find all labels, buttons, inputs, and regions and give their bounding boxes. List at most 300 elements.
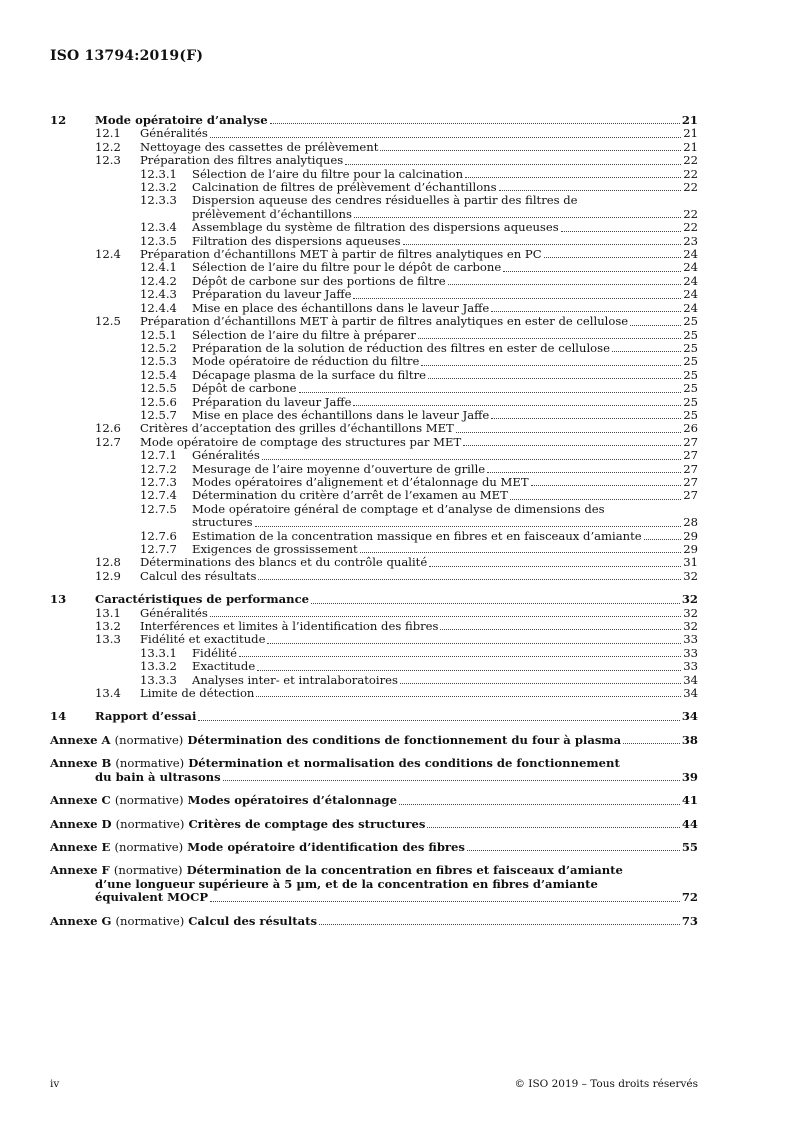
toc-entry-page: 34 (683, 686, 698, 701)
toc-entry-title-text: Filtration des dispersions aqueuses (192, 233, 401, 248)
toc-entry-title-text: Sélection de l’aire du filtre pour la calcination (192, 166, 464, 181)
toc-entry[interactable] (50, 275, 698, 288)
toc-entry[interactable] (50, 463, 698, 476)
toc-entry-title-text: Décapage plasma de la surface du filtre (192, 367, 426, 382)
toc-entry[interactable] (50, 503, 698, 516)
toc-entry-title (140, 620, 683, 633)
toc-entry-title (140, 248, 683, 261)
annex-normative: (normative) (114, 839, 184, 854)
toc-entry-number: 12.4.4 (140, 300, 177, 315)
annex-title-line: Critères de comptage des structures (188, 816, 426, 831)
toc-entry-title-text: Rapport d’essai (95, 709, 197, 724)
toc-entry-title-text: Nettoyage des cassettes de prélèvement (140, 139, 379, 154)
toc-entry-page: 22 (683, 220, 698, 235)
toc-entry-page: 21 (683, 126, 698, 141)
dot-leader (456, 432, 681, 433)
toc-entry-title (192, 530, 683, 543)
annex-entry-title (50, 818, 682, 831)
annex-label: Annexe B (50, 756, 112, 771)
toc-entry[interactable] (50, 127, 698, 140)
dot-leader (262, 459, 681, 460)
toc-entry-number: 12.3.1 (140, 166, 177, 181)
toc-entry-title (140, 127, 683, 140)
toc-entry-title-text: Généralités (140, 605, 208, 620)
toc-entry-page: 27 (683, 448, 698, 463)
annex-title-line: Calcul des résultats (188, 913, 318, 928)
toc-entry[interactable] (50, 633, 698, 646)
toc-entry-number: 13 (50, 592, 67, 607)
toc-entry[interactable] (50, 449, 698, 462)
toc-entry-title-text: Modes opératoires d’alignement et d’étalonnage du MET (192, 474, 529, 489)
toc-entry-title (140, 633, 683, 646)
annex-label: Annexe D (50, 816, 112, 831)
toc-entry-title-text: Exactitude (192, 659, 256, 674)
toc-entry-number: 12.9 (95, 568, 121, 583)
toc-entry[interactable] (50, 674, 698, 687)
toc-entry-number: 13.3.1 (140, 645, 177, 660)
dot-leader (267, 643, 681, 644)
annex-entry-title (50, 864, 698, 877)
dot-leader (487, 472, 681, 473)
toc-entry-number: 12.5.2 (140, 340, 177, 355)
toc-entry[interactable] (50, 489, 698, 502)
toc-entry[interactable] (50, 436, 698, 449)
toc-entry-title-text: Calcination de filtres de prélèvement d’échantillons (192, 180, 497, 195)
toc-entry-title (192, 674, 683, 687)
toc-entry-page: 21 (683, 139, 698, 154)
annex-entry-title (50, 891, 682, 904)
dot-leader (270, 123, 680, 124)
toc-entry-title-text: Fidélité (192, 645, 237, 660)
toc-entry[interactable] (50, 181, 698, 194)
toc-entry-page: 32 (683, 568, 698, 583)
toc-entry-title-text: Mode opératoire de réduction du filtre (192, 354, 420, 369)
toc-entry-page: 22 (683, 153, 698, 168)
annex-entry-title-text (50, 794, 397, 807)
dot-leader (210, 137, 681, 138)
toc-entry-page: 33 (683, 632, 698, 647)
table-of-contents (50, 114, 698, 928)
toc-entry-number: 12.4.2 (140, 273, 177, 288)
toc-entry-title-text: Préparation du laveur Jaffe (192, 287, 352, 302)
toc-entry-title (140, 141, 683, 154)
toc-entry-title-text: Mesurage de l’aire moyenne d’ouverture de grille (192, 461, 486, 476)
dot-leader (223, 780, 680, 781)
toc-entry-title-text: Préparation du laveur Jaffe (192, 394, 352, 409)
dot-leader (210, 901, 680, 902)
toc-entry-number: 12.5.5 (140, 381, 177, 396)
annex-entry-title (50, 915, 682, 928)
dot-leader (403, 244, 682, 245)
toc-entry-title (192, 221, 683, 234)
toc-entry-title (140, 687, 683, 700)
toc-entry-number: 13.2 (95, 619, 121, 634)
annex-entry[interactable] (50, 915, 698, 928)
toc-entry-page: 32 (683, 619, 698, 634)
annex-entry-title (50, 878, 698, 891)
toc-entry-title-text: Caractéristiques de performance (95, 592, 310, 607)
annex-entry[interactable] (50, 757, 698, 770)
toc-entry-title (140, 556, 683, 569)
annex-entry-continuation[interactable] (50, 878, 698, 891)
toc-entry-title (192, 275, 683, 288)
annex-entry[interactable] (50, 841, 698, 854)
dot-leader (630, 325, 681, 326)
toc-entry-page: 29 (683, 528, 698, 543)
toc-entry-title (192, 369, 683, 382)
toc-entry-title (192, 516, 683, 529)
dot-leader (429, 566, 681, 567)
annex-normative: (normative) (114, 793, 184, 808)
toc-entry-number: 13.4 (95, 686, 121, 701)
toc-entry[interactable] (50, 194, 698, 207)
toc-entry[interactable] (50, 342, 698, 355)
toc-entry-title (192, 503, 698, 516)
toc-entry[interactable] (50, 141, 698, 154)
toc-entry-number: 12.7.7 (140, 542, 177, 556)
toc-entry[interactable] (50, 556, 698, 569)
dot-leader (319, 924, 680, 925)
toc-entry-number: 12.4.1 (140, 260, 177, 275)
annex-entry-title (50, 841, 682, 854)
toc-entry-number: 13.3 (95, 632, 121, 647)
toc-entry-number: 12.5.4 (140, 367, 177, 382)
toc-entry-title (192, 449, 683, 462)
dot-leader (491, 311, 681, 312)
toc-entry-number: 13.3.2 (140, 659, 177, 674)
dot-leader (491, 418, 681, 419)
toc-entry-title-text: Critères d’acceptation des grilles d’échantillons MET (140, 421, 454, 436)
dot-leader (353, 405, 681, 406)
dot-leader (418, 338, 681, 339)
toc-entry-page: 25 (683, 354, 698, 369)
toc-entry-title-text: Mode opératoire général de comptage et d’analyse de dimensions des (192, 501, 605, 516)
toc-entry-page: 27 (683, 461, 698, 476)
toc-entry-title-text: Sélection de l’aire du filtre à préparer (192, 327, 416, 342)
toc-entry-title (192, 302, 683, 315)
dot-leader (503, 271, 681, 272)
toc-entry-number: 12.4.3 (140, 287, 177, 302)
toc-entry-page: 27 (683, 474, 698, 489)
toc-entry-number: 12.5.6 (140, 394, 177, 409)
annex-entry-title-text (50, 757, 620, 770)
toc-entry-title (95, 593, 682, 606)
toc-entry-number: 12.7.3 (140, 474, 177, 489)
toc-entry-page: 33 (683, 659, 698, 674)
toc-entry-page: 25 (683, 340, 698, 355)
toc-entry[interactable] (50, 422, 698, 435)
toc-entry-title (192, 355, 683, 368)
annex-title-line: Mode opératoire d’identification des fibres (187, 839, 465, 854)
toc-entry-page: 22 (683, 206, 698, 221)
toc-entry-page: 24 (683, 247, 698, 262)
toc-entry-page: 27 (683, 488, 698, 503)
toc-entry-title (140, 607, 683, 620)
toc-entry-title (192, 489, 683, 502)
toc-entry-number: 12.4 (95, 247, 121, 262)
toc-entry-title-text: Calcul des résultats (140, 568, 257, 583)
toc-entry-title (192, 342, 683, 355)
annex-entry-title-text (50, 915, 317, 928)
toc-entry[interactable] (50, 288, 698, 301)
toc-entry-title (192, 463, 683, 476)
annex-entry[interactable] (50, 818, 698, 831)
toc-entry-title-text: Interférences et limites à l’identification des fibres (140, 619, 439, 634)
toc-entry[interactable] (50, 396, 698, 409)
annex-title-line: du bain à ultrasons (95, 769, 221, 784)
toc-entry-title (192, 476, 683, 489)
toc-entry-page: 34 (683, 672, 698, 687)
toc-entry-number: 12.5.1 (140, 327, 177, 342)
dot-leader (353, 298, 681, 299)
toc-entry[interactable] (50, 570, 698, 583)
toc-entry-page: 24 (683, 273, 698, 288)
toc-entry[interactable] (50, 114, 698, 127)
toc-entry[interactable] (50, 154, 698, 167)
annex-entry-title (50, 794, 682, 807)
annex-entry-title-text (50, 891, 208, 904)
toc-entry-title (140, 315, 683, 328)
toc-entry-title (192, 168, 683, 181)
toc-entry-page: 25 (683, 327, 698, 342)
dot-leader (499, 190, 682, 191)
toc-entry-number: 12 (50, 113, 67, 127)
dot-leader (257, 670, 681, 671)
toc-entry-title (192, 261, 683, 274)
annex-entry-title-text (50, 734, 621, 747)
dot-leader (544, 257, 682, 258)
annex-normative: (normative) (114, 732, 184, 747)
toc-entry-number: 12.3.3 (140, 193, 177, 208)
annex-entry-title-text (50, 818, 425, 831)
toc-entry-title-text: Préparation d’échantillons MET à partir de filtres analytiques en PC (140, 247, 542, 262)
toc-entry-number: 12.7.4 (140, 488, 177, 503)
dot-leader (210, 616, 681, 617)
annex-entry-page: 55 (681, 839, 698, 854)
dot-leader (360, 552, 682, 553)
annex-entry-title (50, 734, 682, 747)
dot-leader (428, 378, 681, 379)
toc-entry[interactable] (50, 315, 698, 328)
dot-leader (510, 499, 681, 500)
toc-entry-title-text: Généralités (140, 126, 208, 141)
toc-entry-title (192, 543, 683, 556)
annex-entry-continuation[interactable] (50, 771, 698, 784)
toc-entry-title (192, 329, 683, 342)
toc-entry-title (192, 382, 683, 395)
toc-entry[interactable] (50, 329, 698, 342)
toc-entry-page: 31 (683, 555, 698, 570)
dot-leader (400, 683, 681, 684)
toc-entry-title (140, 436, 683, 449)
annex-entry-title (50, 757, 698, 770)
toc-entry-title (140, 154, 683, 167)
annex-entry-page: 73 (681, 913, 698, 928)
annex-entry-title (50, 771, 682, 784)
toc-entry[interactable] (50, 235, 698, 248)
dot-leader (421, 365, 681, 366)
toc-entry-page: 24 (683, 300, 698, 315)
toc-entry[interactable] (50, 660, 698, 673)
toc-entry[interactable] (50, 530, 698, 543)
toc-entry-number: 12.7 (95, 434, 121, 449)
toc-entry-title-text: Exigences de grossissement (192, 542, 358, 556)
toc-entry[interactable] (50, 710, 698, 723)
annex-title-line: Détermination des conditions de fonctionnement du four à plasma (187, 732, 622, 747)
toc-entry-title-text: prélèvement d’échantillons (192, 206, 352, 221)
toc-entry-title-text: Sélection de l’aire du filtre pour le dépôt de carbone (192, 260, 502, 275)
dot-leader (427, 827, 680, 828)
toc-entry-page: 34 (681, 709, 698, 724)
toc-entry-title-text: Préparation d’échantillons MET à partir de filtres analytiques en ester de cellulose (140, 314, 629, 329)
toc-entry[interactable] (50, 620, 698, 633)
toc-entry-number: 12.8 (95, 555, 121, 570)
toc-entry-title-text: Mise en place des échantillons dans le laveur Jaffe (192, 407, 490, 422)
toc-entry-title (192, 409, 683, 422)
dot-leader (299, 392, 682, 393)
toc-entry-title-text: Dispersion aqueuse des cendres résiduelles à partir des filtres de (192, 193, 578, 208)
toc-entry-title-text: structures (192, 515, 253, 530)
toc-entry-page: 27 (683, 434, 698, 449)
toc-entry[interactable] (50, 302, 698, 315)
toc-entry[interactable] (50, 369, 698, 382)
annex-normative: (normative) (113, 863, 183, 878)
toc-entry[interactable] (50, 168, 698, 181)
toc-entry[interactable] (50, 647, 698, 660)
toc-entry-title (192, 181, 683, 194)
annex-entry-continuation[interactable] (50, 891, 698, 904)
toc-entry[interactable] (50, 543, 698, 556)
toc-entry-number: 12.7.5 (140, 501, 177, 516)
document-header: ISO 13794:2019(F) (50, 48, 204, 64)
toc-entry-title-text: Mode opératoire de comptage des structures par MET (140, 434, 462, 449)
annex-normative: (normative) (115, 756, 185, 771)
dot-leader (612, 351, 681, 352)
toc-entry-number: 13.3.3 (140, 672, 177, 687)
toc-entry-title-text: Mode opératoire d’analyse (95, 113, 268, 127)
toc-entry-title-text: Préparation de la solution de réduction des filtres en ester de cellulose (192, 340, 610, 355)
annex-entry-title-text (50, 841, 465, 854)
toc-entry-page: 24 (683, 260, 698, 275)
toc-entry-number: 12.7.2 (140, 461, 177, 476)
toc-entry-page: 24 (683, 287, 698, 302)
dot-leader (465, 177, 681, 178)
toc-entry[interactable] (50, 687, 698, 700)
toc-entry-continuation (50, 208, 698, 221)
toc-entry-number: 12.3 (95, 153, 121, 168)
annex-entry-page: 72 (681, 890, 698, 905)
toc-entry-number: 12.5 (95, 314, 121, 329)
toc-entry-number: 14 (50, 709, 67, 724)
annex-title-line: Détermination et normalisation des conditions de fonctionnement (188, 756, 620, 771)
toc-entry[interactable] (50, 593, 698, 606)
dot-leader (440, 629, 681, 630)
copyright-notice: © ISO 2019 – Tous droits réservés (514, 1078, 698, 1090)
dot-leader (644, 539, 682, 540)
toc-entry-page: 25 (683, 314, 698, 329)
toc-entry-page: 28 (683, 515, 698, 530)
annex-entry[interactable] (50, 794, 698, 807)
toc-entry-number: 12.2 (95, 139, 121, 154)
toc-entry-page: 22 (683, 180, 698, 195)
toc-entry[interactable] (50, 382, 698, 395)
dot-leader (399, 804, 680, 805)
toc-entry-number: 13.1 (95, 605, 121, 620)
toc-entry-title (192, 396, 683, 409)
toc-entry-number: 12.7.6 (140, 528, 177, 543)
annex-label: Annexe C (50, 793, 111, 808)
toc-entry-title-text: Détermination du critère d’arrêt de l’examen au MET (192, 488, 508, 503)
annex-entry-page: 44 (681, 816, 698, 831)
toc-entry[interactable] (50, 221, 698, 234)
annex-entry[interactable] (50, 864, 698, 877)
annex-entry-title-text (50, 771, 221, 784)
toc-entry-title (192, 208, 683, 221)
toc-entry-title (192, 660, 683, 673)
toc-entry-title-text: Dépôt de carbone sur des portions de filtre (192, 273, 446, 288)
dot-leader (255, 526, 682, 527)
toc-entry-number: 12.3.2 (140, 180, 177, 195)
dot-leader (239, 656, 681, 657)
page-footer (50, 1078, 698, 1090)
toc-entry[interactable] (50, 355, 698, 368)
toc-entry-title-text: Limite de détection (140, 686, 255, 701)
annex-entry-title-text (50, 864, 623, 877)
dot-leader (467, 850, 680, 851)
toc-entry-title (192, 194, 698, 207)
toc-entry-number: 12.1 (95, 126, 121, 141)
toc-entry[interactable] (50, 409, 698, 422)
toc-entry[interactable] (50, 607, 698, 620)
annex-title-line: Détermination de la concentration en fibres et faisceaux d’amiante (186, 863, 623, 878)
annex-entry[interactable] (50, 734, 698, 747)
annex-label: Annexe E (50, 839, 111, 854)
toc-entry-number: 12.3.4 (140, 220, 177, 235)
dot-leader (561, 231, 682, 232)
toc-entry[interactable] (50, 248, 698, 261)
toc-entry-page: 22 (683, 166, 698, 181)
toc-entry-title-text: Fidélité et exactitude (140, 632, 266, 647)
dot-leader (531, 485, 682, 486)
dot-leader (463, 445, 681, 446)
toc-entry[interactable] (50, 261, 698, 274)
toc-entry-title-text: Mise en place des échantillons dans le laveur Jaffe (192, 300, 490, 315)
toc-entry-title (192, 647, 683, 660)
toc-entry-page: 25 (683, 381, 698, 396)
annex-label: Annexe F (50, 863, 110, 878)
annex-title-line: Modes opératoires d’étalonnage (187, 793, 397, 808)
dot-leader (256, 696, 681, 697)
toc-entry-number: 12.5.7 (140, 407, 177, 422)
annex-entry-title-text (50, 878, 598, 891)
toc-entry-number: 12.3.5 (140, 233, 177, 248)
annex-normative: (normative) (115, 816, 185, 831)
toc-entry-title (140, 422, 683, 435)
toc-entry-title (192, 288, 683, 301)
toc-entry-title-text: Assemblage du système de filtration des dispersions aqueuses (192, 220, 559, 235)
dot-leader (198, 720, 680, 721)
toc-entry[interactable] (50, 476, 698, 489)
dot-leader (380, 150, 681, 151)
toc-entry-number: 12.5.3 (140, 354, 177, 369)
toc-entry-page: 29 (683, 542, 698, 556)
dot-leader (448, 284, 682, 285)
dot-leader (311, 603, 680, 604)
dot-leader (623, 743, 680, 744)
dot-leader (345, 164, 681, 165)
toc-entry-page: 25 (683, 394, 698, 409)
toc-entry-title-text: Déterminations des blancs et du contrôle qualité (140, 555, 428, 570)
